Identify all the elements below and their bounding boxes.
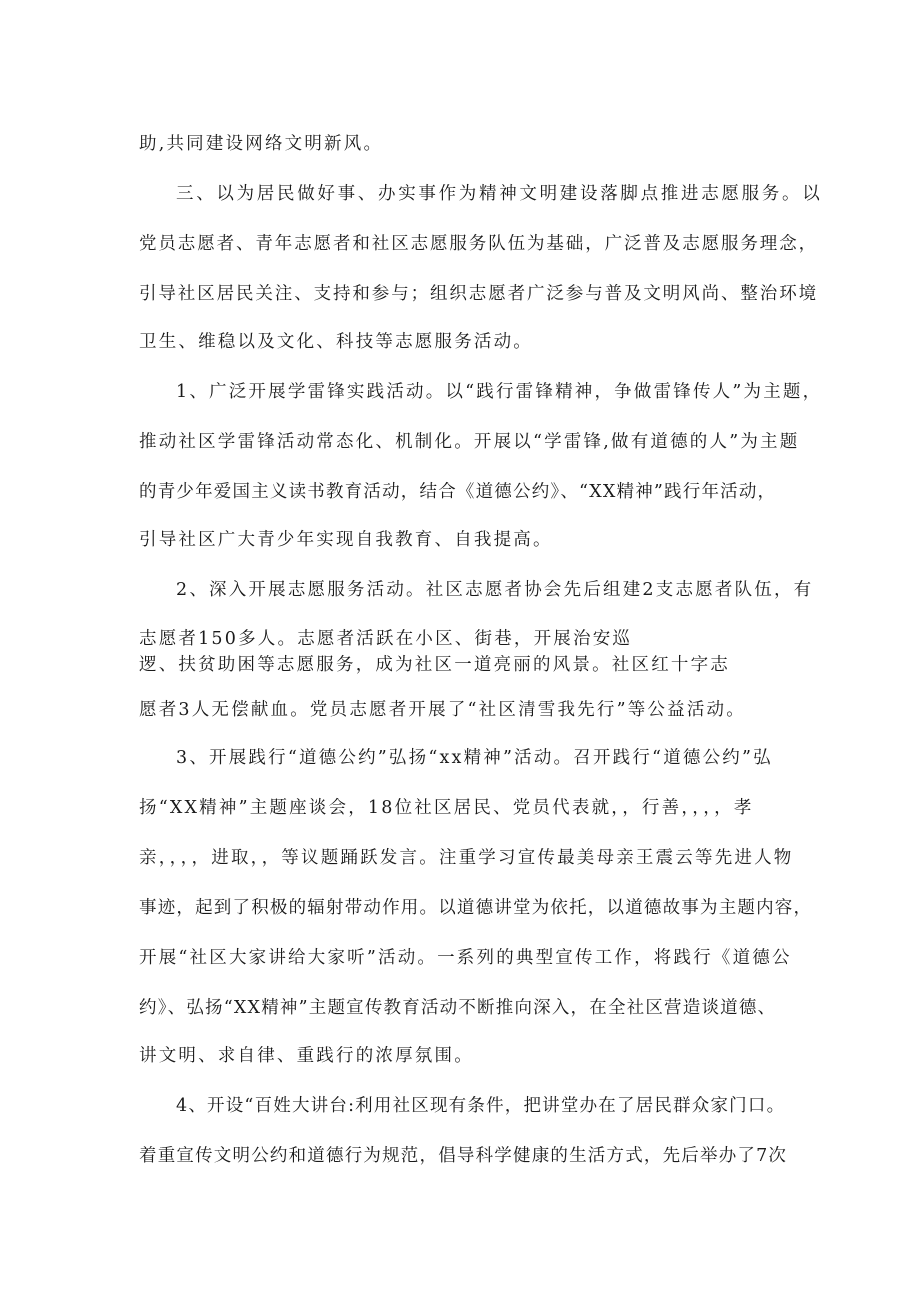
text-line: 引导社区居民关注、支持和参与；组织志愿者广泛参与普及文明风尚、整治环境 [139, 284, 818, 304]
item-heading-4: 4、开设“百姓大讲台:利用社区现有条件，把讲堂办在了居民群众家门口。 [176, 1096, 786, 1116]
text-line: 亲，，，，进取，，等议题踊跃发言。注重学习宣传最美母亲王震云等先进人物 [139, 848, 794, 868]
text-line: 讲文明、求自律、重践行的浓厚氛围。 [139, 1046, 474, 1066]
text-line: 推动社区学雷锋活动常态化、机制化。开展以“学雷锋,做有道德的人”为主题 [139, 432, 800, 452]
text-line: 引导社区广大青少年实现自我教育、自我提高。 [139, 530, 553, 550]
item-heading-3: 3、开展践行“道德公约”弘扬“xx精神”活动。召开践行“道德公约”弘 [176, 748, 773, 768]
text-line: 开展“社区大家讲给大家听”活动。一系列的典型宣传工作，将践行《道德公 [139, 948, 792, 968]
text-line: 助,共同建设网络文明新风。 [139, 134, 384, 154]
text-line: 愿者3人无偿献血。党员志愿者开展了“社区清雪我先行”等公益活动。 [139, 700, 746, 720]
text-line: 逻、扶贫助困等志愿服务，成为社区一道亮丽的风景。社区红十字志 [139, 655, 730, 675]
text-line: 事迹，起到了积极的辐射带动作用。以道德讲堂为依托，以道德故事为主题内容， [139, 898, 813, 918]
text-line: 扬“XX精神”主题座谈会，18位社区居民、党员代表就，，行善，，，，孝 [139, 798, 754, 818]
text-line: 卫生、维稳以及文化、科技等志愿服务活动。 [139, 332, 533, 352]
section-heading-3: 三、以为居民做好事、办实事作为精神文明建设落脚点推进志愿服务。以 [176, 184, 823, 204]
text-line: 志愿者150多人。志愿者活跃在小区、街巷，开展治安巡 [139, 629, 633, 649]
item-heading-1: 1、广泛开展学雷锋实践活动。以“践行雷锋精神，争做雷锋传人”为主题， [176, 382, 823, 402]
text-line: 党员志愿者、青年志愿者和社区志愿服务队伍为基础，广泛普及志愿服务理念， [139, 234, 818, 254]
item-heading-2: 2、深入开展志愿服务活动。社区志愿者协会先后组建2支志愿者队伍，有 [176, 580, 814, 600]
text-line: 的青少年爱国主义读书教育活动，结合《道德公约》、“XX精神”践行年活动， [139, 482, 777, 502]
text-line: 约》、弘扬“XX精神”主题宣传教育活动不断推向深入，在全社区营造谈道德、 [139, 998, 777, 1018]
text-line: 着重宣传文明公约和道德行为规范，倡导科学健康的生活方式，先后举办了7次 [139, 1146, 788, 1166]
